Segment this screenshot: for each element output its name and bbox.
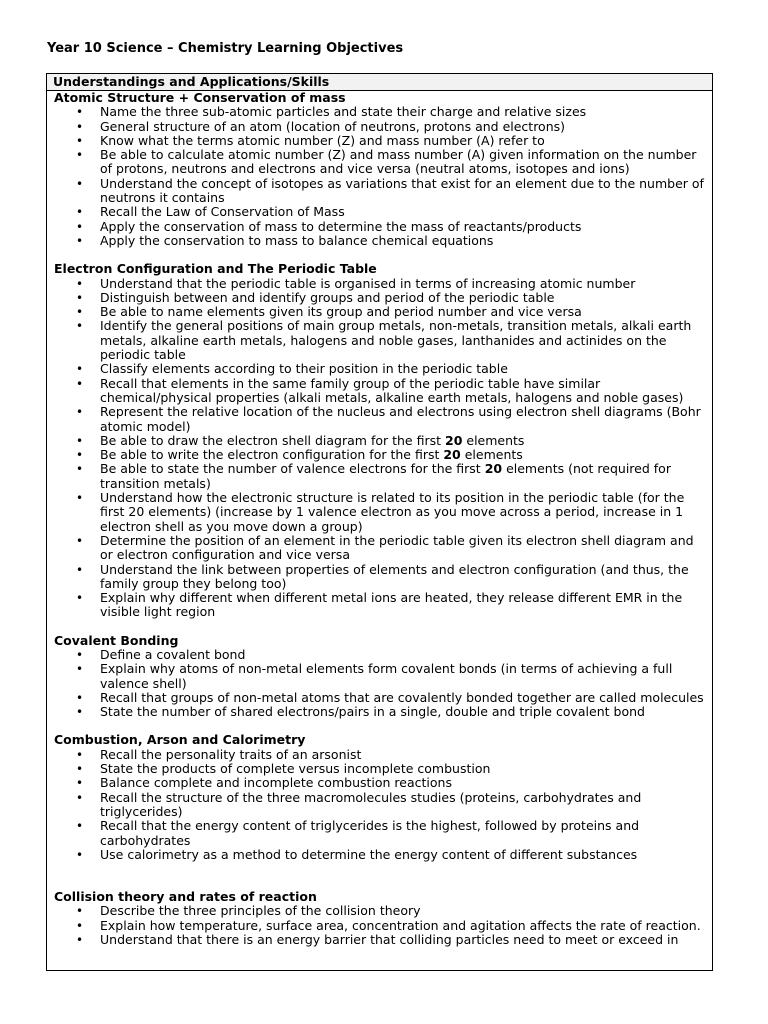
bullet-icon: • [76, 790, 84, 805]
objective-item [54, 705, 712, 719]
objective-item [54, 848, 712, 862]
objective-section [54, 890, 712, 947]
bullet-icon: • [76, 933, 84, 948]
objective-emphasis: 20 [484, 461, 503, 477]
objective-list [54, 648, 712, 719]
bullet-icon: • [76, 376, 84, 391]
objective-item [54, 491, 712, 534]
section-heading: Combustion, Arson and Calorimetry [54, 732, 306, 748]
bullet-icon: • [76, 133, 84, 148]
objective-item [54, 563, 712, 592]
objective-text: Understand that the periodic table is organised in terms of increasing atomic number [100, 275, 636, 291]
objective-text: Identify the general positions of main group metals, non-metals, transition metals, alkali earth metals, alkaline earth metals, halogens and noble gases, lanthanides and actinides on the periodic table [100, 318, 692, 363]
objective-item [54, 762, 712, 776]
objective-item [54, 662, 712, 691]
objectives-table [46, 73, 713, 971]
objective-text: Describe the three principles of the collision theory [100, 903, 421, 919]
objective-text: State the products of complete versus incomplete combustion [100, 761, 491, 777]
objective-text: State the number of shared electrons/pairs in a single, double and triple covalent bond [100, 704, 645, 720]
objective-item [54, 462, 712, 491]
objective-emphasis: 20 [443, 447, 461, 463]
bullet-icon: • [76, 647, 84, 662]
objective-item [54, 819, 712, 848]
bullet-icon: • [76, 433, 84, 448]
objective-text: Know what the terms atomic number (Z) and mass number (A) refer to [100, 132, 545, 148]
objective-text: Represent the relative location of the nucleus and electrons using electron shell diagrams (Bohr atomic model) [100, 404, 701, 434]
bullet-icon: • [76, 205, 84, 220]
objective-text: Apply the conservation of mass to determine the mass of reactants/products [100, 218, 582, 234]
bullet-icon: • [76, 119, 84, 134]
objective-item [54, 377, 712, 406]
objective-item [54, 448, 712, 462]
bullet-icon: • [76, 448, 84, 463]
objective-text: Understand the concept of isotopes as variations that exist for an element due to the number of neutrons it contains [100, 175, 704, 206]
objective-text: Explain why atoms of non-metal elements form covalent bonds (in terms of achieving a full valence shell) [100, 661, 673, 691]
bullet-icon: • [76, 176, 84, 191]
objective-text: Explain how temperature, surface area, concentration and agitation affects the rate of reaction. [100, 917, 701, 933]
bullet-icon: • [76, 690, 84, 705]
objective-section [54, 262, 712, 619]
page-title: Year 10 Science – Chemistry Learning Objectives [47, 41, 404, 56]
section-heading: Electron Configuration and The Periodic Table [54, 261, 377, 277]
bullet-icon: • [76, 290, 84, 305]
objective-text: Be able to state the number of valence electrons for the first [100, 461, 485, 477]
objective-item [54, 933, 712, 947]
objective-item [54, 291, 712, 305]
objective-text: Understand that there is an energy barrier that colliding particles need to meet or exceed in [100, 932, 679, 948]
objective-text: Balance complete and incomplete combustion reactions [100, 775, 452, 791]
bullet-icon: • [76, 305, 84, 320]
objective-item [54, 748, 712, 762]
objective-text: Distinguish between and identify groups and period of the periodic table [100, 289, 555, 305]
objective-list [54, 904, 712, 947]
objective-item [54, 648, 712, 662]
objective-text: Understand how the electronic structure is related to its position in the periodic table (for the first 20 elements) (increase by 1 valence electron as you move across a period, increase in 1 electron shell as you move down a group) [100, 490, 685, 534]
objective-text: Be able to name elements given its group and period number and vice versa [100, 304, 582, 320]
objective-item [54, 148, 712, 177]
objective-text: Classify elements according to their position in the periodic table [100, 361, 508, 377]
bullet-icon: • [76, 233, 84, 248]
objective-item [54, 362, 712, 376]
bullet-icon: • [76, 847, 84, 862]
objective-item [54, 205, 712, 219]
objective-text: Define a covalent bond [100, 646, 246, 662]
objective-section [54, 733, 712, 862]
objective-text: Determine the position of an element in the periodic table given its electron shell diagram and or electron configuration and vice versa [100, 532, 694, 563]
objective-text: Recall that elements in the same family group of the periodic table have similar chemical/physical properties (alkali metals, alkaline earth metals, halogens and noble gases) [100, 375, 684, 405]
bullet-icon: • [76, 705, 84, 720]
objective-text: Recall the structure of the three macromolecules studies (proteins, carbohydrates and triglycerides) [100, 789, 642, 819]
objective-text: Understand the link between properties of elements and electron configuration (and thus, the family group they belong too) [100, 561, 689, 591]
objective-item [54, 405, 712, 434]
bullet-icon: • [76, 662, 84, 677]
objective-text: elements (not required for transition metals) [100, 461, 671, 491]
objective-text: Be able to write the electron configuration for the first [100, 447, 444, 463]
objective-text: elements [462, 432, 525, 448]
objective-text: Recall the personality traits of an arsonist [100, 746, 362, 762]
objective-text: Apply the conservation to mass to balance chemical equations [100, 232, 494, 248]
bullet-icon: • [76, 219, 84, 234]
bullet-icon: • [76, 276, 84, 291]
objective-item [54, 134, 712, 148]
bullet-icon: • [76, 562, 84, 577]
objective-item [54, 791, 712, 820]
bullet-icon: • [76, 918, 84, 933]
objective-text: elements [460, 447, 523, 463]
bullet-icon: • [76, 762, 84, 777]
objective-text: Be able to calculate atomic number (Z) and mass number (A) given information on the number of protons, neutrons and electrons and vice versa (neutral atoms, isotopes and ions) [100, 147, 697, 177]
table-body [47, 91, 712, 947]
bullet-icon: • [76, 491, 84, 506]
bullet-icon: • [76, 405, 84, 420]
objective-section [54, 634, 712, 720]
objective-text: Recall the Law of Conservation of Mass [100, 204, 345, 220]
bullet-icon: • [76, 776, 84, 791]
objective-item [54, 277, 712, 291]
objective-text: Be able to draw the electron shell diagram for the first [100, 432, 445, 448]
objective-emphasis: 20 [445, 432, 463, 448]
section-heading: Collision theory and rates of reaction [54, 889, 317, 905]
objective-text: General structure of an atom (location of neutrons, protons and electrons) [100, 118, 566, 134]
objective-item [54, 120, 712, 134]
bullet-icon: • [76, 904, 84, 919]
bullet-icon: • [76, 747, 84, 762]
objective-list [54, 277, 712, 620]
objective-section [54, 91, 712, 248]
bullet-icon: • [76, 591, 84, 606]
objective-item [54, 919, 712, 933]
section-heading: Atomic Structure + Conservation of mass [54, 90, 346, 105]
bullet-icon: • [76, 462, 84, 477]
objective-item [54, 776, 712, 790]
bullet-icon: • [76, 148, 84, 163]
objective-list [54, 748, 712, 862]
objective-item [54, 234, 712, 248]
objective-item [54, 305, 712, 319]
objective-item [54, 691, 712, 705]
objective-item [54, 434, 712, 448]
objective-item [54, 177, 712, 206]
bullet-icon: • [76, 319, 84, 334]
bullet-icon: • [76, 362, 84, 377]
objective-item [54, 105, 712, 119]
bullet-icon: • [76, 105, 84, 120]
table-header: Understandings and Applications/Skills [47, 74, 712, 91]
section-heading: Covalent Bonding [54, 632, 179, 648]
objective-text: Recall that groups of non-metal atoms that are covalently bonded together are called molecules [100, 689, 704, 705]
objective-item [54, 319, 712, 362]
bullet-icon: • [76, 819, 84, 834]
objective-text: Explain why different when different metal ions are heated, they release different EMR in the visible light region [100, 590, 683, 620]
objective-item [54, 220, 712, 234]
objective-item [54, 591, 712, 620]
objective-item [54, 534, 712, 563]
objective-text: Name the three sub-atomic particles and state their charge and relative sizes [100, 104, 587, 120]
objective-text: Recall that the energy content of triglycerides is the highest, followed by proteins and carbohydrates [100, 818, 640, 848]
objective-list [54, 105, 712, 248]
objective-text: Use calorimetry as a method to determine the energy content of different substances [100, 846, 638, 862]
objective-item [54, 904, 712, 918]
bullet-icon: • [76, 533, 84, 548]
